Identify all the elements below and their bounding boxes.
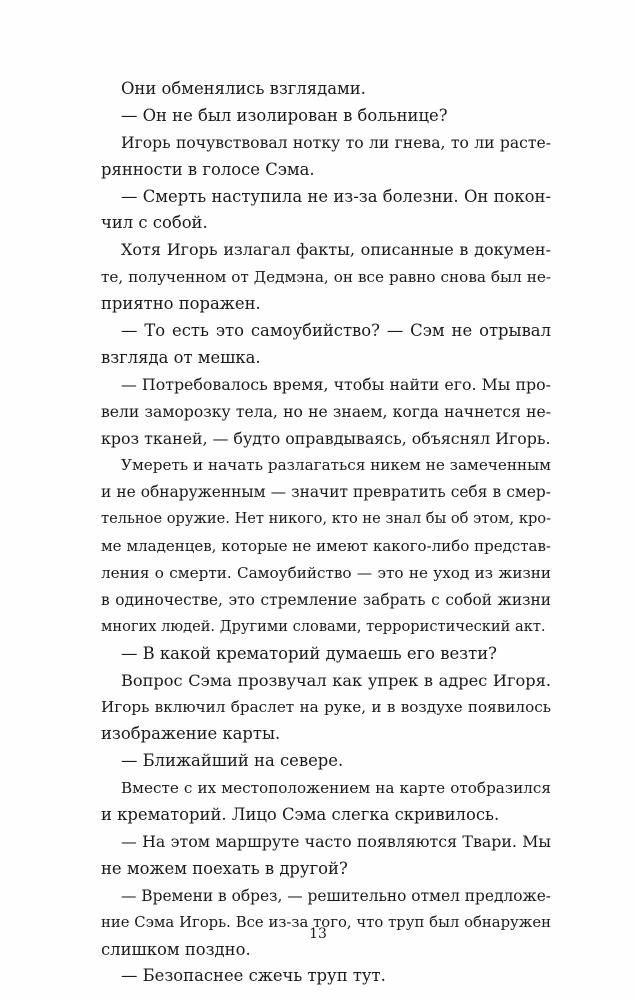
text-line: Вопрос Сэма прозвучал как упрек в адрес Игоря.	[121, 670, 551, 690]
text-line: не можем поехать в другой?	[101, 858, 348, 878]
body-text	[101, 76, 551, 990]
text-line: рянности в голосе Сэма.	[101, 159, 315, 179]
text-line: — Времени в обрез, — решительно отмел предложе-	[121, 886, 551, 905]
text-line: многих людей. Другими словами, террористический акт.	[101, 617, 546, 635]
text-line: и не обнаруженным — значит превратить себя в смер-	[101, 483, 551, 502]
text-line: — Потребовалось время, чтобы найти его. Мы про-	[121, 374, 551, 394]
text-line: — Безопаснее сжечь труп тут.	[121, 966, 386, 986]
text-line: ления о смерти. Самоубийство — это не уход из жизни	[101, 564, 551, 583]
text-line: тельное оружие. Нет никого, кто не знал бы об этом, кро-	[101, 510, 551, 528]
text-line: ме младенцев, которые не имеют какого-либо представ-	[101, 537, 551, 556]
text-line: изображение карты.	[101, 724, 281, 744]
text-line: — Ближайший на севере.	[121, 751, 344, 771]
text-line: кроз тканей, — будто оправдываясь, объяснял Игорь.	[101, 428, 551, 448]
page-number: 13	[309, 926, 327, 942]
text-line: чил с собой.	[101, 213, 208, 233]
text-line: слишком поздно.	[101, 939, 251, 959]
text-line: Вместе с их местоположением на карте отобразился	[121, 779, 551, 798]
text-line: Умереть и начать разлагаться никем не замеченным	[121, 456, 551, 475]
text-line: ние Сэма Игорь. Все из-за того, что труп был обнаружен	[101, 913, 551, 931]
text-line: Игорь почувствовал нотку то ли гнева, то ли расте-	[121, 133, 551, 152]
text-line: и крематорий. Лицо Сэма слегка скривилось.	[101, 805, 500, 825]
text-line: приятно поражен.	[101, 294, 261, 314]
text-line: вели заморозку тела, но не знаем, когда начнется не-	[101, 402, 551, 421]
text-line: в одиночестве, это стремление забрать с собой жизни	[101, 590, 551, 609]
text-line: те, полученном от Дедмэна, он все равно снова был не-	[101, 268, 551, 287]
text-line: — На этом маршруте часто появляются Твари. Мы	[121, 831, 551, 851]
text-line: Хотя Игорь излагал факты, описанные в докумен-	[121, 240, 551, 260]
text-line: — Смерть наступила не из-за болезни. Он покон-	[121, 186, 551, 206]
text-line: взгляда от мешка.	[101, 347, 261, 367]
text-line: Игорь включил браслет на руке, и в воздухе появилось	[101, 698, 551, 717]
text-line: — В какой крематорий думаешь его везти?	[121, 643, 497, 663]
text-line: — То есть это самоубийство? — Сэм не отрывал	[121, 321, 551, 341]
text-line: — Он не был изолирован в больнице?	[121, 105, 448, 125]
text-line: Они обменялись взглядами.	[121, 79, 366, 98]
